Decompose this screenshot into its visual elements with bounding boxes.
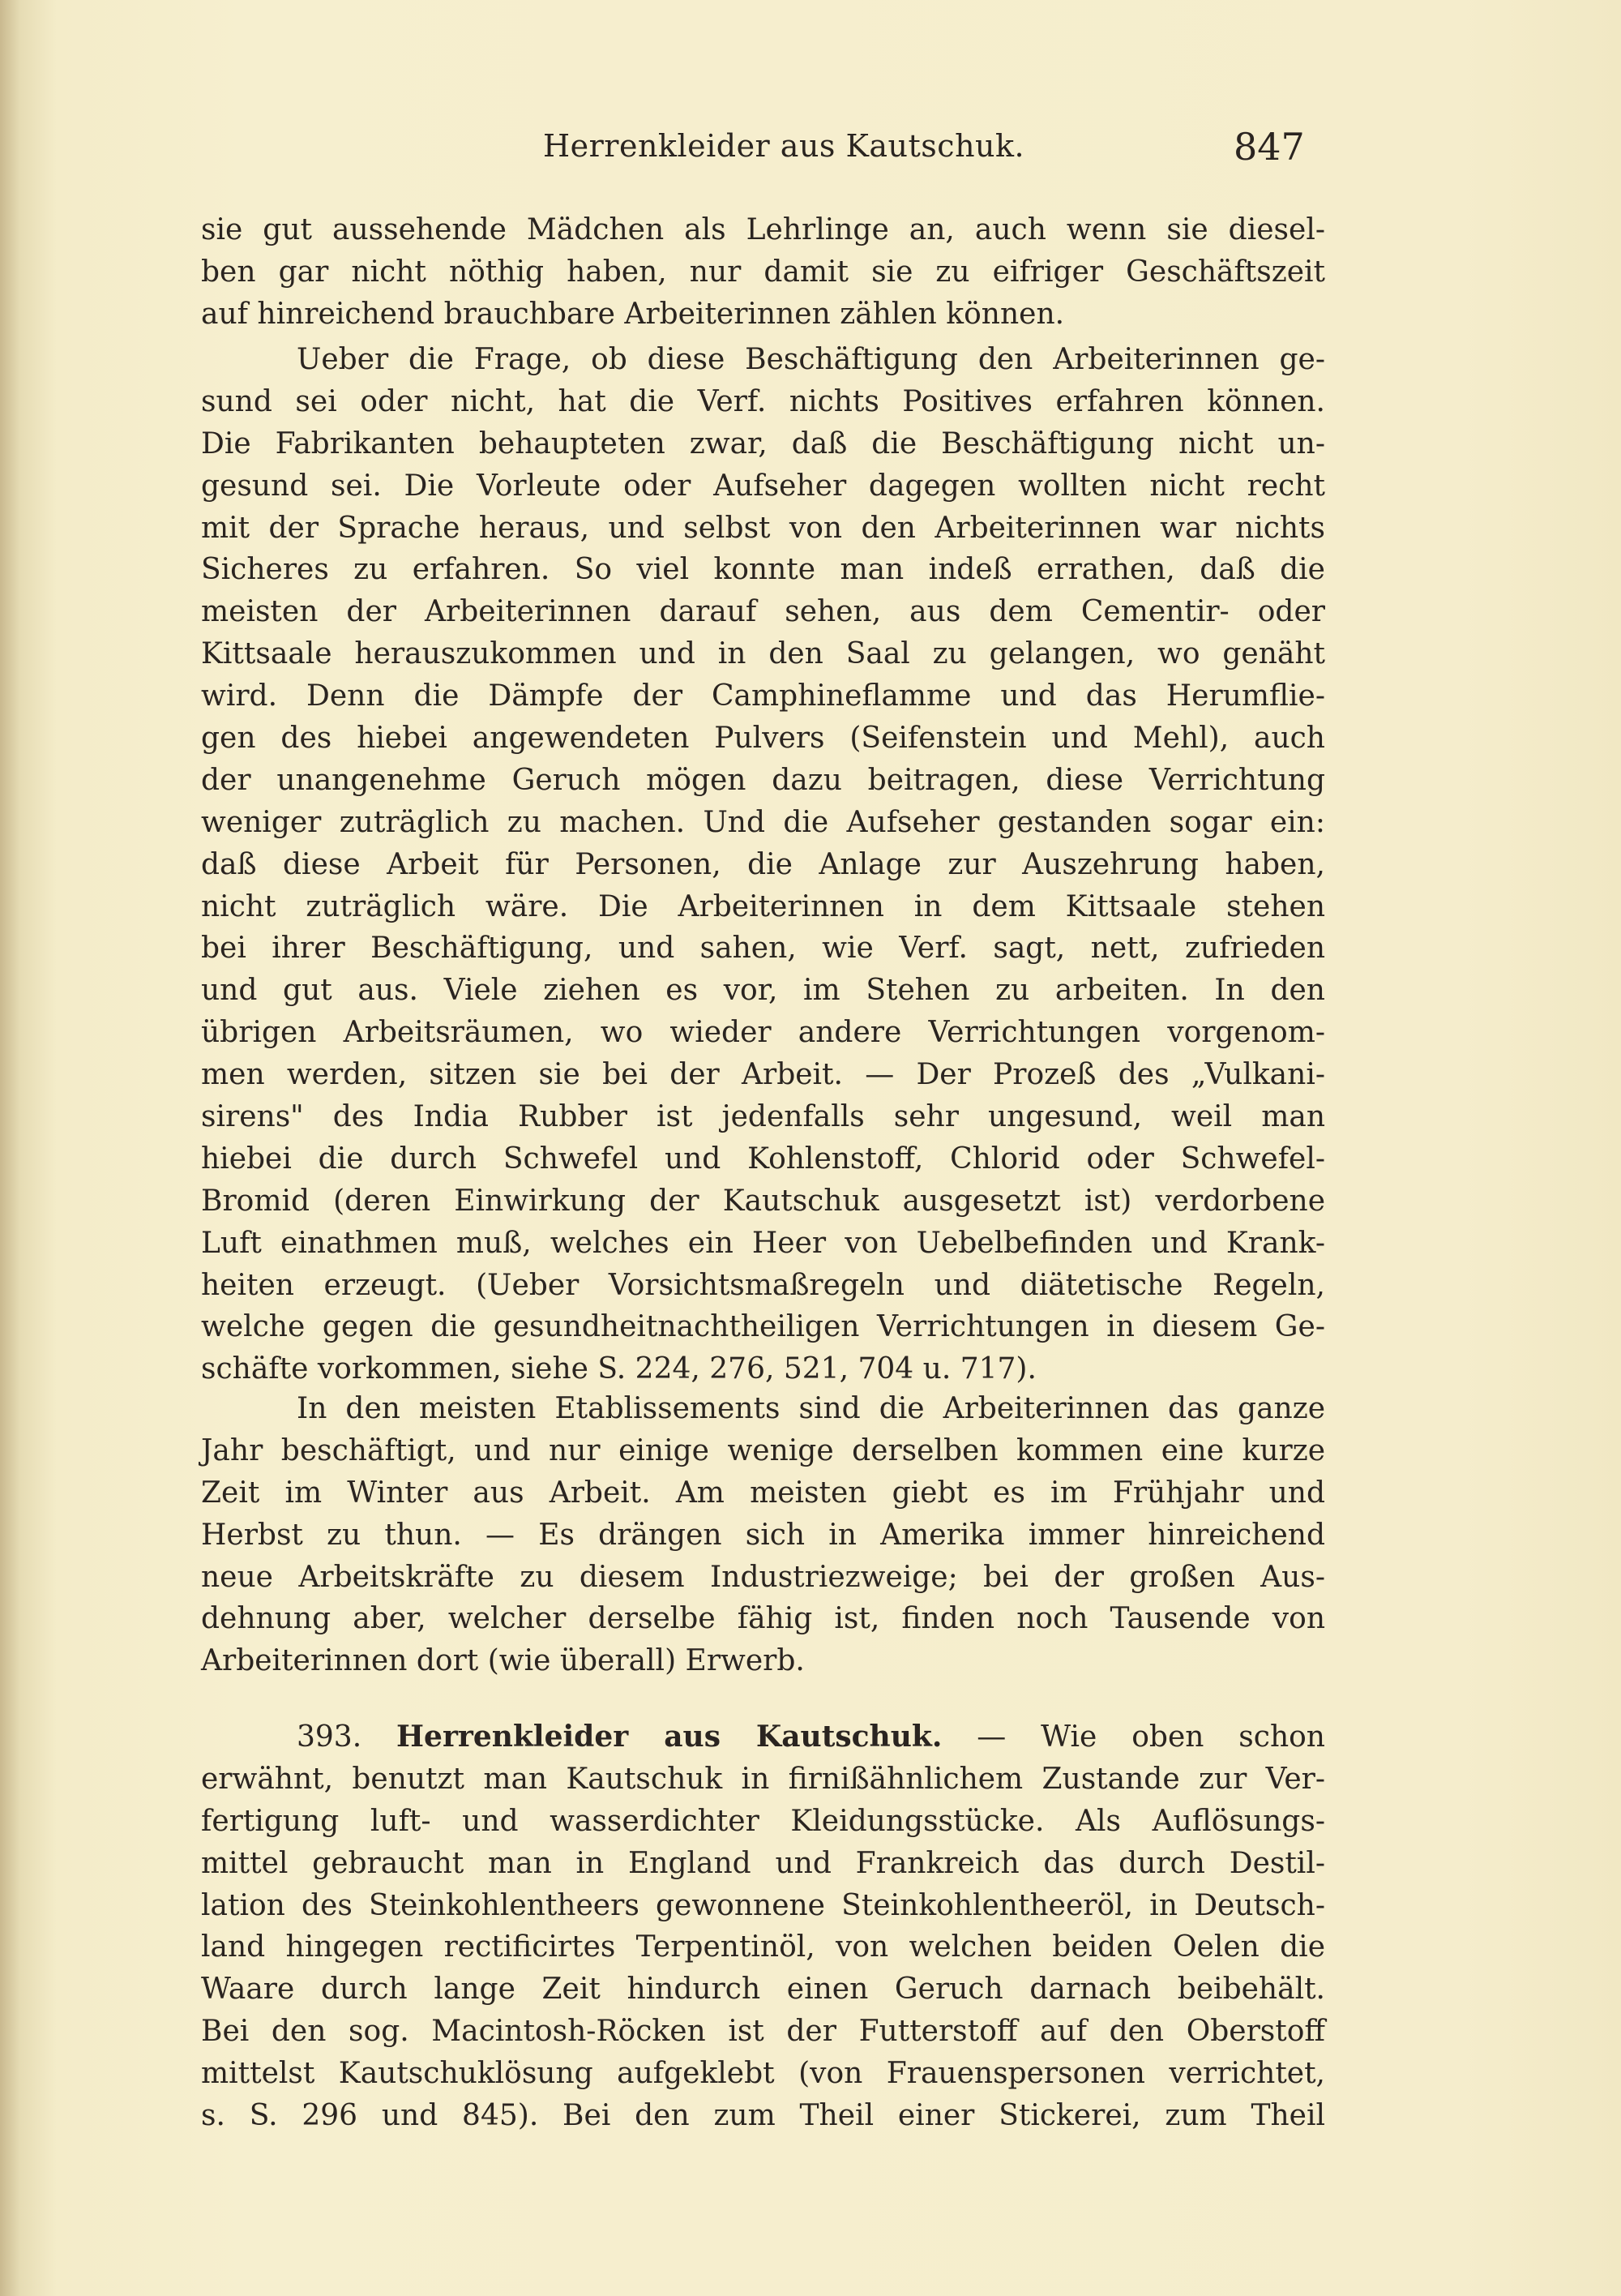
text-line: mittel gebraucht man in England und Frankreich das durch Destil- xyxy=(201,1846,1325,1880)
text-line: sie gut aussehende Mädchen als Lehrlinge an, auch wenn sie diesel- xyxy=(201,213,1325,246)
section-393 xyxy=(201,1716,1325,2137)
text-line: heiten erzeugt. (Ueber Vorsichtsmaßregeln und diätetische Regeln, xyxy=(201,1268,1325,1302)
text-line: weniger zuträglich zu machen. Und die Aufseher gestanden sogar ein: xyxy=(201,805,1325,839)
text-line: welche gegen die gesundheitnachtheiligen Verrichtungen in diesem Ge- xyxy=(201,1310,1325,1344)
text-line: men werden, sitzen sie bei der Arbeit. — Der Prozeß des „Vulkani- xyxy=(201,1058,1325,1092)
text-line: wird. Denn die Dämpfe der Camphineflamme und das Herumflie- xyxy=(201,679,1325,713)
text-line: meisten der Arbeiterinnen darauf sehen, aus dem Cementir- oder xyxy=(201,595,1325,629)
text-line: mit der Sprache heraus, und selbst von den Arbeiterinnen war nichts xyxy=(201,511,1325,545)
text-line: und gut aus. Viele ziehen es vor, im Stehen zu arbeiten. In den xyxy=(201,974,1325,1008)
text-line: auf hinreichend brauchbare Arbeiterinnen zählen können. xyxy=(201,297,1065,331)
text-line: In den meisten Etablissements sind die Arbeiterinnen das ganze xyxy=(297,1392,1325,1425)
text-line: der unangenehme Geruch mögen dazu beitragen, diese Verrichtung xyxy=(201,763,1325,797)
text-line: nicht zuträglich wäre. Die Arbeiterinnen in dem Kittsaale stehen xyxy=(201,889,1325,923)
text-line: Kittsaale herauszukommen und in den Saal zu gelangen, wo genäht xyxy=(201,637,1325,671)
text-line: bei ihrer Beschäftigung, und sahen, wie Verf. sagt, nett, zufrieden xyxy=(201,932,1325,966)
text-line: Jahr beschäftigt, und nur einige wenige derselben kommen eine kurze xyxy=(201,1433,1325,1467)
text-line: hiebei die durch Schwefel und Kohlenstoff, Chlorid oder Schwefel- xyxy=(201,1142,1325,1176)
text-line: mittelst Kautschuklösung aufgeklebt (von Frauenspersonen verrichtet, xyxy=(201,2057,1325,2091)
paragraph-3 xyxy=(201,1388,1325,1682)
paragraph-2 xyxy=(201,339,1325,1390)
section-heading-line xyxy=(201,1716,1325,1758)
text-line: Waare durch lange Zeit hindurch einen Geruch darnach beibehält. xyxy=(201,1973,1325,2007)
text-line: Ueber die Frage, ob diese Beschäftigung den Arbeiterinnen ge- xyxy=(297,343,1325,376)
paragraph-1 xyxy=(201,209,1325,336)
text-line: sirens" des India Rubber ist jedenfalls sehr ungesund, weil man xyxy=(201,1100,1325,1134)
section-text: — Wie oben schon xyxy=(977,1720,1325,1754)
section-number: 393. xyxy=(297,1720,362,1754)
text-line: fertigung luft- und wasserdichter Kleidungsstücke. Als Auflösungs- xyxy=(201,1804,1325,1838)
text-line: Herbst zu thun. — Es drängen sich in Amerika immer hinreichend xyxy=(201,1518,1325,1552)
text-line: Sicheres zu erfahren. So viel konnte man indeß errathen, daß die xyxy=(201,553,1325,587)
text-line: ben gar nicht nöthig haben, nur damit sie zu eifriger Geschäftszeit xyxy=(201,255,1325,289)
page-number: 847 xyxy=(1234,125,1305,169)
running-head: Herrenkleider aus Kautschuk. xyxy=(543,128,1025,164)
text-line: s. S. 296 und 845). Bei den zum Theil einer Stickerei, zum Theil xyxy=(201,2099,1325,2133)
text-line: schäfte vorkommen, siehe S. 224, 276, 521, 704 u. 717). xyxy=(201,1352,1037,1386)
text-line: daß diese Arbeit für Personen, die Anlage zur Auszehrung haben, xyxy=(201,847,1325,881)
text-line: land hingegen rectificirtes Terpentinöl, von welchen beiden Oelen die xyxy=(201,1930,1325,1964)
text-line: neue Arbeitskräfte zu diesem Industriezweige; bei der großen Aus- xyxy=(201,1560,1325,1594)
text-line: Zeit im Winter aus Arbeit. Am meisten giebt es im Frühjahr und xyxy=(201,1476,1325,1510)
text-line: sund sei oder nicht, hat die Verf. nichts Positives erfahren können. xyxy=(201,384,1325,418)
text-line: dehnung aber, welcher derselbe fähig ist, finden noch Tausende von xyxy=(201,1602,1325,1636)
text-line: erwähnt, benutzt man Kautschuk in firnißähnlichem Zustande zur Ver- xyxy=(201,1762,1325,1796)
text-line: gesund sei. Die Vorleute oder Aufseher dagegen wollten nicht recht xyxy=(201,469,1325,503)
text-line: Luft einathmen muß, welches ein Heer von Uebelbefinden und Krank- xyxy=(201,1226,1325,1260)
text-line: lation des Steinkohlentheers gewonnene Steinkohlentheeröl, in Deutsch- xyxy=(201,1888,1325,1922)
section-title: Herrenkleider aus Kautschuk. xyxy=(396,1720,943,1754)
text-line: Bei den sog. Macintosh-Röcken ist der Futterstoff auf den Oberstoff xyxy=(201,2015,1325,2049)
text-line: übrigen Arbeitsräumen, wo wieder andere Verrichtungen vorgenom- xyxy=(201,1016,1325,1050)
text-line: Arbeiterinnen dort (wie überall) Erwerb. xyxy=(201,1644,805,1678)
text-line: gen des hiebei angewendeten Pulvers (Seifenstein und Mehl), auch xyxy=(201,722,1325,756)
text-line: Bromid (deren Einwirkung der Kautschuk ausgesetzt ist) verdorbene xyxy=(201,1184,1325,1218)
text-line: Die Fabrikanten behaupteten zwar, daß die Beschäftigung nicht un- xyxy=(201,426,1325,460)
